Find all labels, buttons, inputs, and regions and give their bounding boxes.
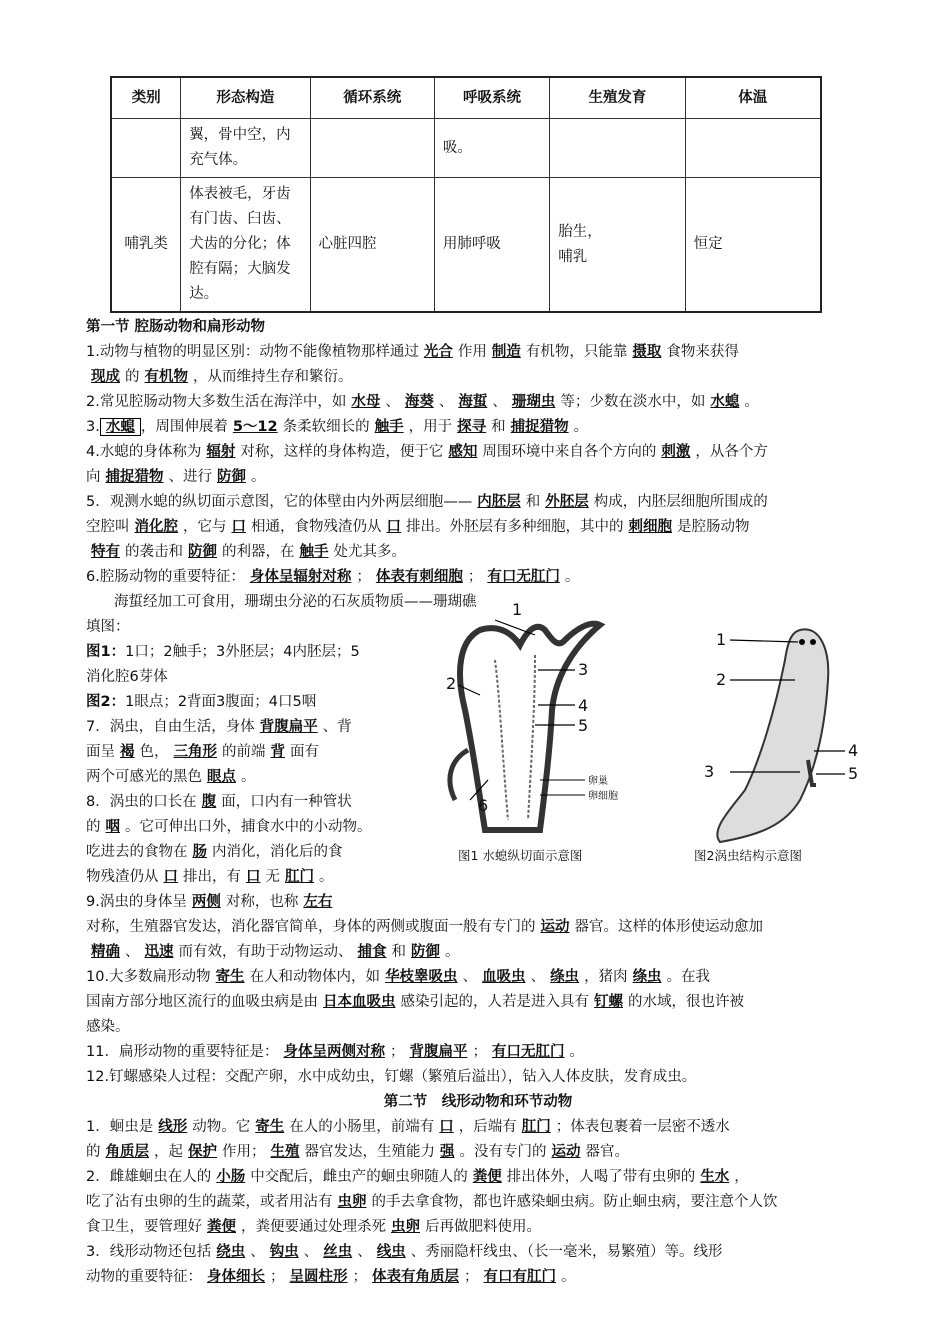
col-header: 类别 [111, 77, 181, 119]
paragraph: 的 咽 。它可伸出口外，捕食水中的小动物。 [86, 819, 372, 835]
col-header: 体温 [685, 77, 821, 119]
section-2 [86, 1090, 870, 1290]
note: 海蜇经加工可食用，珊瑚虫分泌的石灰质物质——珊瑚礁 [114, 594, 477, 610]
paragraph: 动物的重要特征： 身体细长 ； 呈圆柱形 ； 体表有角质层 ； 有口有肛门 。 [86, 1269, 576, 1285]
table-cell: 用肺呼吸 [434, 178, 549, 313]
table-cell: 胎生， 哺乳 [550, 178, 685, 313]
col-header: 循环系统 [310, 77, 434, 119]
planarian-label: 3 [704, 762, 715, 781]
table-cell: 恒定 [685, 178, 821, 313]
figure-caption: 图2涡虫结构示意图 [694, 848, 802, 863]
paragraph: 物残渣仍从 口 排出，有 口 无 肛门 。 [86, 869, 334, 885]
paragraph: 11．扁形动物的重要特征是： 身体呈两侧对称 ； 背腹扁平 ； 有口无肛门 。 [86, 1044, 584, 1060]
paragraph: 9.涡虫的身体呈 两侧 对称，也称 左右 [86, 894, 333, 910]
section-title: 第一节 腔肠动物和扁形动物 [86, 319, 266, 335]
planarian-figure [690, 620, 880, 870]
fill-label: 填图： [86, 619, 130, 635]
fig1-legend: 图1：1口；2触手；3外胚层；4内胚层；5 [86, 644, 360, 660]
paragraph: 3．线形动物还包括 绕虫 、 钩虫 、 丝虫 、 线虫 、秀丽隐杆线虫、（长一毫米，易繁殖）等。线形 [86, 1244, 723, 1260]
paragraph: 7．涡虫，自由生活，身体 背腹扁平 、背 [86, 719, 352, 735]
paragraph: 吃了沾有虫卵的生的蔬菜，或者用沾有 虫卵 的手去拿食物，都也许感染蛔虫病。防止蛔虫病，要注意个人饮 [86, 1194, 778, 1210]
table-cell: 心脏四腔 [310, 178, 434, 313]
table-cell: 翼，骨中空，内 充气体。 [181, 119, 310, 178]
table-row [111, 119, 821, 178]
paragraph: 国南方部分地区流行的血吸虫病是由 日本血吸虫 感染引起的，人若是进入具有 钉螺 的水域，很也许被 [86, 994, 744, 1010]
planarian-label: 1 [716, 630, 727, 649]
paragraph: 2.常见腔肠动物大多数生活在海洋中，如 水母 、 海葵 、 海蜇 、 珊瑚虫 等；少数在淡水中，如 水螅 。 [86, 394, 759, 410]
paragraph: 对称，生殖器官发达，消化器官简单，身体的两侧或腹面一般有专门的 运动 器官。这样的体形使运动愈加 [86, 919, 763, 935]
hydra-label: 6 [478, 796, 489, 815]
table-row [111, 178, 821, 313]
paragraph: 8．涡虫的口长在 腹 面，口内有一种管状 [86, 794, 352, 810]
paragraph: 5．观测水螅的纵切面示意图，它的体壁由内外两层细胞—— 内胚层 和 外胚层 构成，内胚层细胞所围成的 [86, 494, 768, 510]
paragraph: 感染。 [86, 1019, 130, 1035]
figure-caption: 图1 水螅纵切面示意图 [458, 848, 583, 863]
egg-cell-label: 卵细胞 [588, 791, 618, 802]
table-cell: 吸。 [434, 119, 549, 178]
table-header-row [111, 77, 821, 119]
paragraph: 3. 水螅 ，周围伸展着 5～12 条柔软细长的 触手 ，用于 探寻 和 捕捉猎物 。 [86, 419, 589, 435]
col-header: 呼吸系统 [434, 77, 549, 119]
paragraph: 特有 的袭击和 防御 的利器，在 触手 处尤其多。 [91, 544, 406, 560]
animal-table [110, 76, 822, 313]
fig1-legend-cont: 消化腔6芽体 [86, 669, 168, 685]
col-header: 形态构造 [181, 77, 310, 119]
paragraph: 的 角质层 ，起 保护 作用； 生殖 器官发达，生殖能力 强 。没有专门的 运动 器官。 [86, 1144, 629, 1160]
paragraph: 两个可感光的黑色 眼点 。 [86, 769, 256, 785]
paragraph: 现成 的 有机物 ，从而维持生存和繁衍。 [91, 369, 353, 385]
hydra-label: 5 [578, 716, 589, 735]
hydra-diagram [440, 600, 640, 870]
paragraph: 向 捕捉猎物 、进行 防御 。 [86, 469, 266, 485]
paragraph: 空腔叫 消化腔 ，它与 口 相通，食物残渣仍从 口 排出。外胚层有多种细胞，其中的 刺细胞 是腔肠动物 [86, 519, 750, 535]
paragraph: 1．蛔虫是 线形 动物。它 寄生 在人的小肠里，前端有 口 ，后端有 肛门 ；体表包裹着一层密不透水 [86, 1119, 730, 1135]
paragraph: 吃进去的食物在 肠 内消化，消化后的食 [86, 844, 343, 860]
paragraph: 4.水螅的身体称为 辐射 对称，这样的身体构造，便于它 感知 周围环境中来自各个方向的 刺激 ，从各个方 [86, 444, 768, 460]
section-title: 第二节 线形动物和环节动物 [383, 1094, 573, 1110]
fig2-legend: 图2：1眼点；2背面3腹面；4口5咽 [86, 694, 317, 710]
planarian-label: 2 [716, 670, 727, 689]
hydra-label: 1 [512, 600, 523, 619]
table-cell: 哺乳类 [111, 178, 181, 313]
hydra-label: 3 [578, 660, 589, 679]
planarian-label: 5 [848, 764, 859, 783]
planarian-label: 4 [848, 741, 859, 760]
hydra-figure [440, 600, 640, 870]
col-header: 生殖发育 [550, 77, 685, 119]
paragraph: 10.大多数扁形动物 寄生 在人和动物体内，如 华枝睾吸虫 、 血吸虫 、 绦虫 ，猪肉 绦虫 。在我 [86, 969, 711, 985]
paragraph: 2．雌雄蛔虫在人的 小肠 中交配后，雌虫产的蛔虫卵随人的 粪便 排出体外，人喝了带有虫卵的 生水 ， [86, 1169, 749, 1185]
paragraph: 1.动物与植物的明显区别：动物不能像植物那样通过 光合 作用 制造 有机物，只能靠 摄取 食物来获得 [86, 344, 739, 360]
paragraph: 精确 、 迅速 而有效，有助于动物运动、 捕食 和 防御 。 [91, 944, 460, 960]
hydra-label: 2 [446, 674, 457, 693]
paragraph: 面呈 褐 色， 三角形 的前端 背 面有 [86, 744, 319, 760]
left-column [86, 615, 416, 915]
ovary-label: 卵巢 [588, 776, 608, 787]
hydra-label: 4 [578, 696, 589, 715]
paragraph: 食卫生，要管理好 粪便 ，粪便要通过处理杀死 虫卵 后再做肥料使用。 [86, 1219, 541, 1235]
table-cell: 体表被毛，牙齿 有门齿、臼齿、 犬齿的分化；体 腔有隔；大脑发 达。 [181, 178, 310, 313]
paragraph: 6.腔肠动物的重要特征： 身体呈辐射对称 ； 体表有刺细胞 ； 有口无肛门 。 [86, 569, 580, 585]
paragraph: 12.钉螺感染人过程：交配产卵，水中成幼虫，钉螺（繁殖后溢出），钻入人体皮肤，发育成虫。 [86, 1069, 697, 1085]
